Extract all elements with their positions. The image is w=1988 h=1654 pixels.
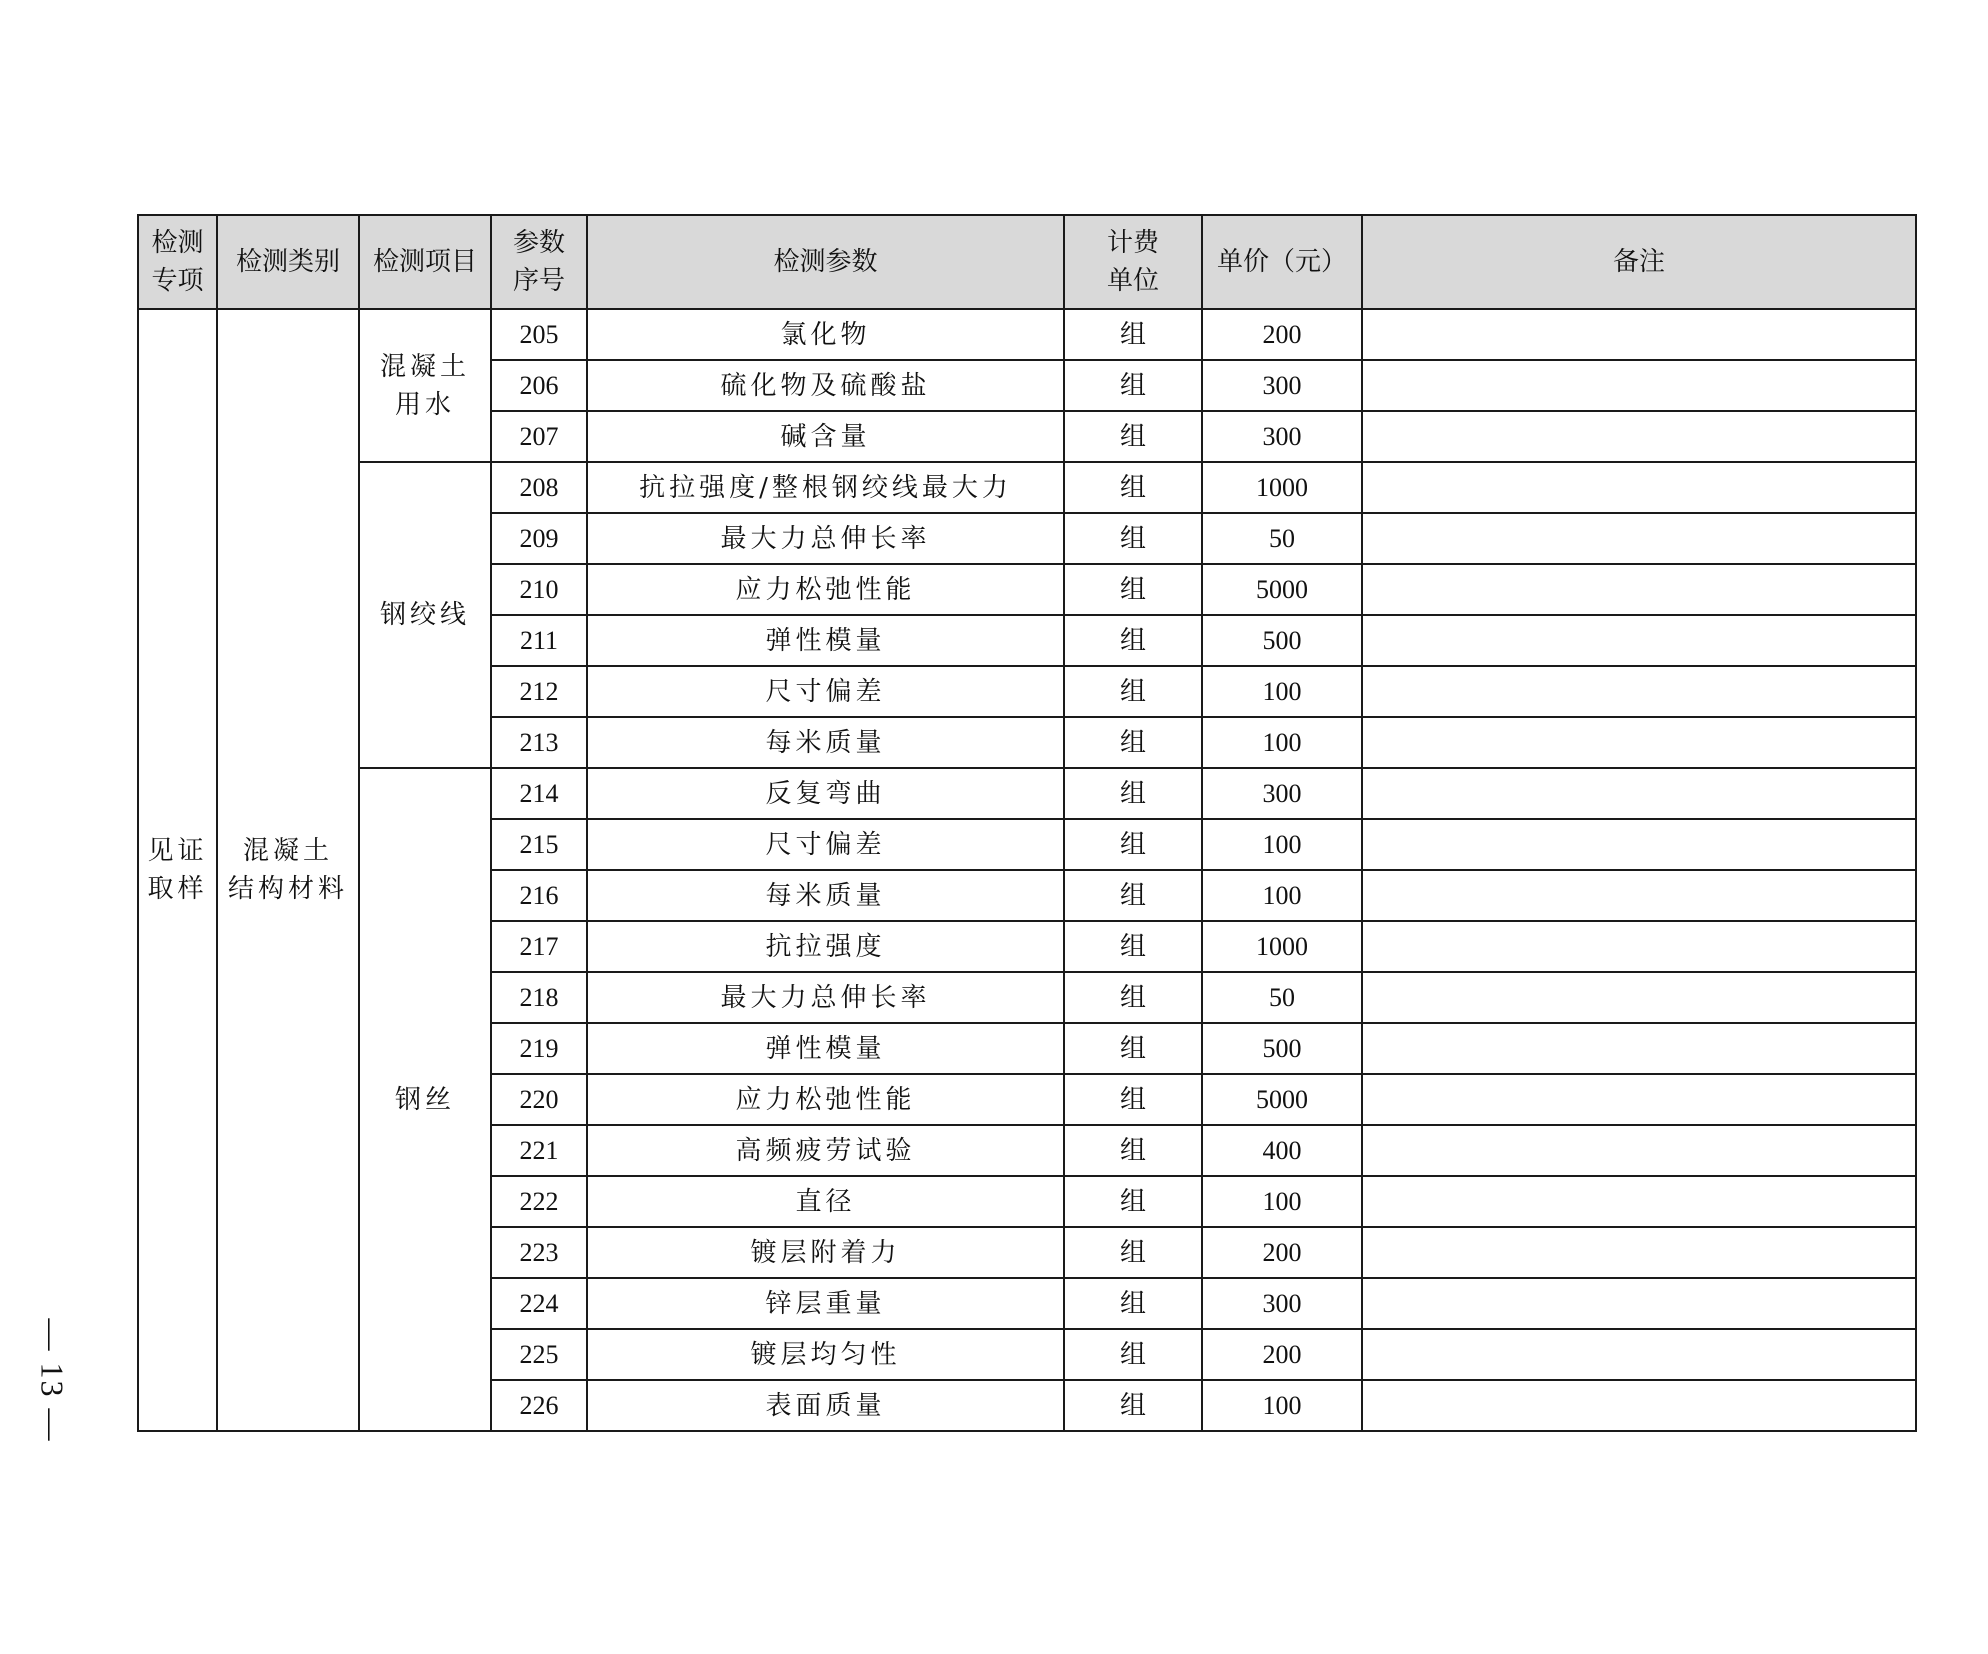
seq-cell: 207 <box>491 411 587 462</box>
remark-cell <box>1362 360 1916 411</box>
remark-cell <box>1362 666 1916 717</box>
special-cell-line: 取样 <box>147 874 208 904</box>
param-cell: 反复弯曲 <box>587 768 1064 819</box>
remark-cell <box>1362 768 1916 819</box>
param-cell: 表面质量 <box>587 1380 1064 1431</box>
remark-cell <box>1362 972 1916 1023</box>
header-row <box>138 215 1916 309</box>
param-cell: 高频疲劳试验 <box>587 1125 1064 1176</box>
param-cell: 最大力总伸长率 <box>587 972 1064 1023</box>
param-cell: 锌层重量 <box>587 1278 1064 1329</box>
price-table <box>137 214 1917 1432</box>
seq-cell: 218 <box>491 972 587 1023</box>
param-cell: 应力松弛性能 <box>587 564 1064 615</box>
unit-cell: 组 <box>1064 513 1202 564</box>
unit-cell: 组 <box>1064 972 1202 1023</box>
price-cell: 50 <box>1202 513 1362 564</box>
remark-cell <box>1362 309 1916 360</box>
seq-cell: 217 <box>491 921 587 972</box>
price-cell: 300 <box>1202 411 1362 462</box>
table-row <box>138 768 1916 819</box>
param-cell: 抗拉强度 <box>587 921 1064 972</box>
item-cell-line: 混凝土 <box>379 351 470 382</box>
seq-cell: 225 <box>491 1329 587 1380</box>
param-cell: 直径 <box>587 1176 1064 1227</box>
header-unit <box>1064 215 1202 309</box>
remark-cell <box>1362 1278 1916 1329</box>
seq-cell: 211 <box>491 615 587 666</box>
special-cell <box>138 309 217 1431</box>
remark-cell <box>1362 1380 1916 1431</box>
price-cell: 200 <box>1202 309 1362 360</box>
param-cell: 弹性模量 <box>587 1023 1064 1074</box>
param-cell: 每米质量 <box>587 870 1064 921</box>
price-cell: 5000 <box>1202 564 1362 615</box>
price-cell: 100 <box>1202 1380 1362 1431</box>
remark-cell <box>1362 819 1916 870</box>
unit-cell: 组 <box>1064 768 1202 819</box>
price-cell: 100 <box>1202 1176 1362 1227</box>
page-number-text: — 13 — <box>34 1318 71 1442</box>
price-cell: 100 <box>1202 819 1362 870</box>
remark-cell <box>1362 564 1916 615</box>
param-cell: 弹性模量 <box>587 615 1064 666</box>
seq-cell: 209 <box>491 513 587 564</box>
price-cell: 200 <box>1202 1227 1362 1278</box>
header-unit-line-1: 计费 <box>1106 228 1159 258</box>
param-cell: 尺寸偏差 <box>587 819 1064 870</box>
item-cell-line: 钢丝 <box>394 1084 455 1115</box>
param-cell: 碱含量 <box>587 411 1064 462</box>
seq-cell: 206 <box>491 360 587 411</box>
unit-cell: 组 <box>1064 666 1202 717</box>
seq-cell: 212 <box>491 666 587 717</box>
unit-cell: 组 <box>1064 1074 1202 1125</box>
seq-cell: 219 <box>491 1023 587 1074</box>
unit-cell: 组 <box>1064 1278 1202 1329</box>
param-cell: 氯化物 <box>587 309 1064 360</box>
param-cell: 镀层均匀性 <box>587 1329 1064 1380</box>
seq-cell: 214 <box>491 768 587 819</box>
remark-cell <box>1362 1227 1916 1278</box>
param-cell: 硫化物及硫酸盐 <box>587 360 1064 411</box>
unit-cell: 组 <box>1064 819 1202 870</box>
price-cell: 300 <box>1202 768 1362 819</box>
seq-cell: 216 <box>491 870 587 921</box>
seq-cell: 226 <box>491 1380 587 1431</box>
category-cell-line: 混凝土 <box>242 836 333 866</box>
header-seq <box>491 215 587 309</box>
unit-cell: 组 <box>1064 309 1202 360</box>
header-remark: 备注 <box>1362 215 1916 309</box>
remark-cell <box>1362 513 1916 564</box>
unit-cell: 组 <box>1064 921 1202 972</box>
table-row <box>138 309 1916 360</box>
remark-cell <box>1362 411 1916 462</box>
remark-cell <box>1362 462 1916 513</box>
seq-cell: 208 <box>491 462 587 513</box>
remark-cell <box>1362 1125 1916 1176</box>
unit-cell: 组 <box>1064 1125 1202 1176</box>
header-special-line-2: 专项 <box>151 266 204 296</box>
seq-cell: 220 <box>491 1074 587 1125</box>
price-cell: 100 <box>1202 717 1362 768</box>
unit-cell: 组 <box>1064 615 1202 666</box>
price-cell: 500 <box>1202 1023 1362 1074</box>
seq-cell: 215 <box>491 819 587 870</box>
price-cell: 1000 <box>1202 462 1362 513</box>
header-special <box>138 215 217 309</box>
seq-cell: 221 <box>491 1125 587 1176</box>
unit-cell: 组 <box>1064 1023 1202 1074</box>
item-cell-line: 钢绞线 <box>379 600 470 630</box>
unit-cell: 组 <box>1064 1380 1202 1431</box>
header-seq-line-2: 序号 <box>512 266 565 296</box>
price-cell: 300 <box>1202 1278 1362 1329</box>
header-unit-line-2: 单位 <box>1106 266 1159 296</box>
unit-cell: 组 <box>1064 360 1202 411</box>
header-param: 检测参数 <box>587 215 1064 309</box>
unit-cell: 组 <box>1064 1176 1202 1227</box>
unit-cell: 组 <box>1064 462 1202 513</box>
price-cell: 5000 <box>1202 1074 1362 1125</box>
param-cell: 镀层附着力 <box>587 1227 1064 1278</box>
unit-cell: 组 <box>1064 411 1202 462</box>
table-row <box>138 462 1916 513</box>
seq-cell: 213 <box>491 717 587 768</box>
remark-cell <box>1362 615 1916 666</box>
unit-cell: 组 <box>1064 1329 1202 1380</box>
param-cell: 抗拉强度/整根钢绞线最大力 <box>587 462 1064 513</box>
price-cell: 200 <box>1202 1329 1362 1380</box>
remark-cell <box>1362 717 1916 768</box>
seq-cell: 223 <box>491 1227 587 1278</box>
remark-cell <box>1362 1329 1916 1380</box>
param-cell: 应力松弛性能 <box>587 1074 1064 1125</box>
header-seq-line-1: 参数 <box>512 228 565 258</box>
remark-cell <box>1362 921 1916 972</box>
param-cell: 每米质量 <box>587 717 1064 768</box>
seq-cell: 210 <box>491 564 587 615</box>
param-cell: 最大力总伸长率 <box>587 513 1064 564</box>
price-cell: 100 <box>1202 666 1362 717</box>
seq-cell: 222 <box>491 1176 587 1227</box>
item-cell <box>359 309 491 462</box>
seq-cell: 224 <box>491 1278 587 1329</box>
header-category: 检测类别 <box>217 215 359 309</box>
price-cell: 50 <box>1202 972 1362 1023</box>
price-cell: 1000 <box>1202 921 1362 972</box>
table-body <box>138 309 1916 1431</box>
special-cell-line: 见证 <box>147 836 208 866</box>
unit-cell: 组 <box>1064 717 1202 768</box>
item-cell <box>359 462 491 768</box>
header-special-line-1: 检测 <box>151 228 204 258</box>
price-cell: 100 <box>1202 870 1362 921</box>
remark-cell <box>1362 1074 1916 1125</box>
header-price: 单价（元） <box>1202 215 1362 309</box>
unit-cell: 组 <box>1064 564 1202 615</box>
unit-cell: 组 <box>1064 870 1202 921</box>
price-cell: 500 <box>1202 615 1362 666</box>
header-item: 检测项目 <box>359 215 491 309</box>
price-cell: 400 <box>1202 1125 1362 1176</box>
price-cell: 300 <box>1202 360 1362 411</box>
category-cell-line: 结构材料 <box>227 874 348 904</box>
item-cell <box>359 768 491 1431</box>
category-cell <box>217 309 359 1431</box>
page-number <box>32 1315 72 1445</box>
seq-cell: 205 <box>491 309 587 360</box>
remark-cell <box>1362 1176 1916 1227</box>
unit-cell: 组 <box>1064 1227 1202 1278</box>
param-cell: 尺寸偏差 <box>587 666 1064 717</box>
remark-cell <box>1362 1023 1916 1074</box>
remark-cell <box>1362 870 1916 921</box>
item-cell-line: 用水 <box>394 389 455 420</box>
